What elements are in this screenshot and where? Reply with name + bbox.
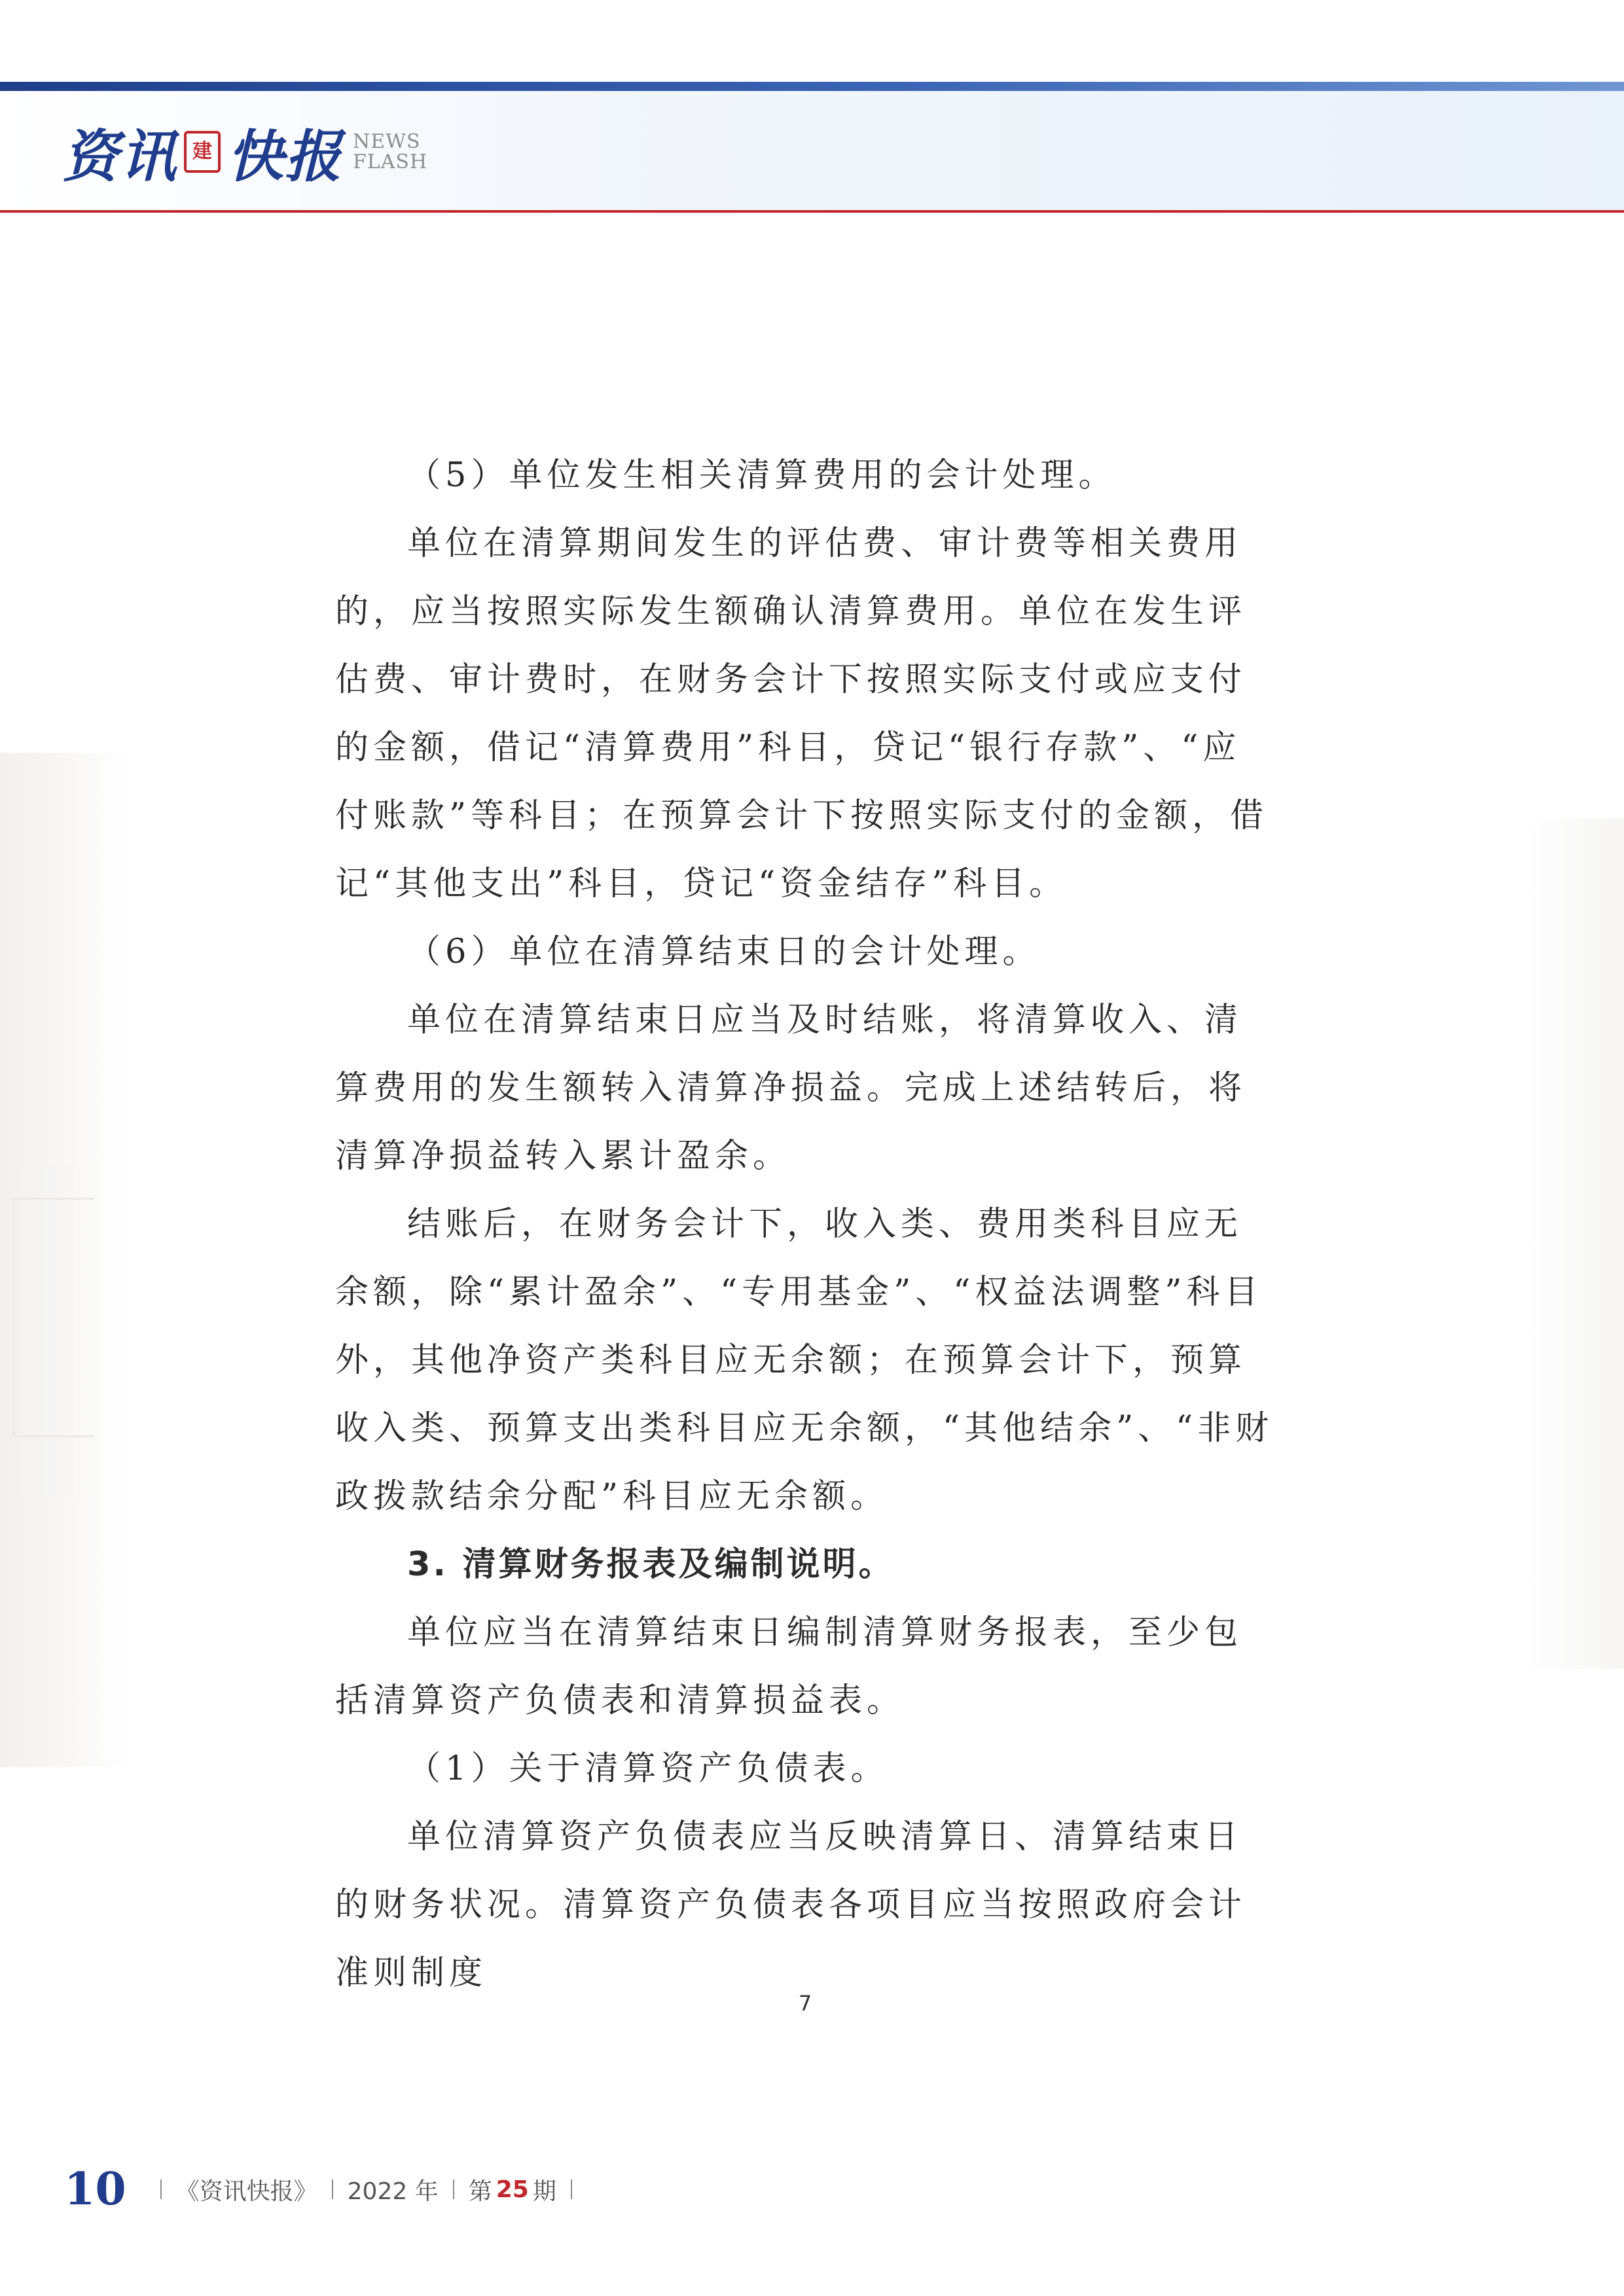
- paragraph: （1）关于清算资产负债表。: [407, 1749, 889, 1788]
- left-decorative-pattern: [0, 753, 131, 1767]
- paragraph: 结账后，在财务会计下，收入类、费用类科目应无余额，除“累计盈余”、“专用基金”、“权益法调整”科目外，其他净资产类科目应无余额；在预算会计下，预算收入类、预算支出类科目应无余额，“其他结余”、“非财政拨款结余分配”科目应无余额。: [335, 1205, 1274, 1516]
- paragraph: 单位应当在清算结束日编制清算财务报表，至少包括清算资产负债表和清算损益表。: [335, 1613, 1243, 1720]
- footer-issue-number: 25: [496, 2176, 529, 2203]
- logo-seal-icon: 建: [184, 131, 221, 173]
- section-heading: 3. 清算财务报表及编制说明。: [407, 1545, 895, 1584]
- footer-divider: [571, 2179, 572, 2199]
- footer-divider: [453, 2179, 454, 2199]
- footer-divider: [332, 2179, 333, 2199]
- logo-en-news: NEWS: [353, 130, 421, 153]
- footer-issue: [469, 2173, 556, 2206]
- footer-issue-suffix: 期: [532, 2178, 556, 2205]
- footer-page-number: 10: [64, 2163, 126, 2215]
- footer-divider: [160, 2179, 162, 2199]
- paragraph: 单位在清算期间发生的评估费、审计费等相关费用的，应当按照实际发生额确认清算费用。单位在发生评估费、审计费时，在财务会计下按照实际支付或应支付的金额，借记“清算费用”科目，贷记“银行存款”、“应付账款”等科目；在预算会计下按照实际支付的金额，借记“其他支出”科目，贷记“资金结存”科目。: [335, 524, 1269, 903]
- article-body: [335, 442, 1278, 2007]
- header-top-stripe: [0, 82, 1624, 91]
- paragraph: 单位清算资产负债表应当反映清算日、清算结束日的财务状况。清算资产负债表各项目应当按照政府会计准则制度: [335, 1818, 1247, 1992]
- paragraph: （6）单位在清算结束日的会计处理。: [407, 933, 1041, 971]
- inner-page-number: 7: [798, 1991, 812, 2016]
- paragraph: 单位在清算结束日应当及时结账，将清算收入、清算费用的发生额转入清算净损益。完成上述结转后，将清算净损益转入累计盈余。: [335, 1001, 1247, 1175]
- logo-text-part2: 快报: [227, 124, 342, 190]
- footer-year: 2022 年: [347, 2178, 439, 2205]
- footer-issue-prefix: 第: [468, 2178, 492, 2205]
- paragraph: （5）单位发生相关清算费用的会计处理。: [407, 456, 1117, 495]
- footer-publication: 《资讯快报》: [175, 2178, 317, 2205]
- logo-english: [353, 132, 427, 173]
- right-decorative-pattern: [1526, 818, 1624, 1669]
- header-red-rule: [0, 210, 1624, 213]
- logo-en-flash: FLASH: [353, 151, 428, 173]
- masthead-logo: [62, 113, 427, 191]
- logo-text-part1: 资讯: [62, 124, 177, 190]
- page-footer: [64, 2160, 586, 2219]
